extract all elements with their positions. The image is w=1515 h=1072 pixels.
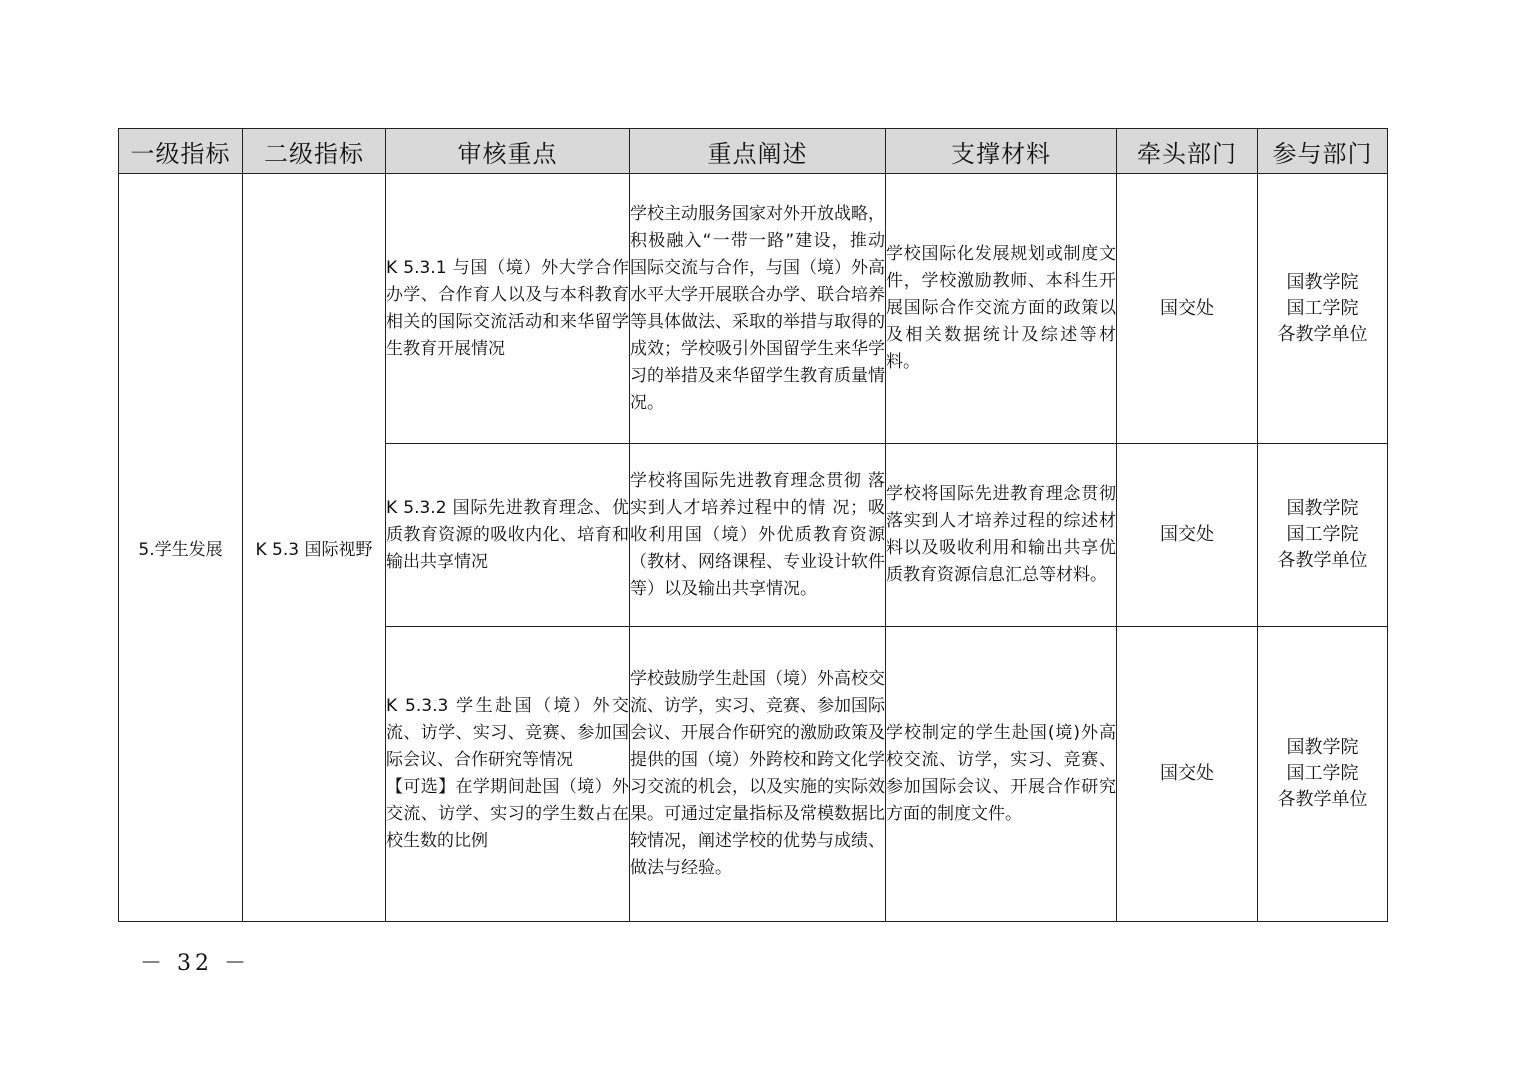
header-level2: 二级指标 — [243, 129, 386, 174]
table-row — [119, 174, 1388, 444]
focus-optional-text: 【可选】在学期间赴国（境）外交流、访学、实习的学生数占在校生数的比例 — [386, 777, 629, 851]
focus-text: K 5.3.3 学生赴国（境）外交流、访学、实习、竞赛、参加国际会议、合作研究等情况 — [386, 696, 629, 770]
focus-cell: K 5.3.2 国际先进教育理念、优质教育资源的吸收内化、培育和输出共享情况 — [386, 444, 630, 627]
header-focus: 审核重点 — [386, 129, 630, 174]
explain-cell: 学校主动服务国家对外开放战略，积极融入“一带一路”建设，推动国际交流与合作，与国（境）外高水平大学开展联合办学、联合培养等具体做法、采取的举措与取得的成效；学校吸引外国留学生来华学习的举措及来华留学生教育质量情况。 — [630, 174, 886, 444]
focus-cell: K 5.3.1 与国（境）外大学合作办学、合作育人以及与本科教育相关的国际交流活动和来华留学生教育开展情况 — [386, 174, 630, 444]
header-row — [119, 129, 1388, 174]
participant-item: 国工学院 — [1286, 763, 1359, 784]
materials-cell: 学校将国际先进教育理念贯彻落实到人才培养过程的综述材料以及吸收利用和输出共享优质教育资源信息汇总等材料。 — [886, 444, 1117, 627]
participants-cell — [1258, 627, 1388, 922]
participants-cell — [1258, 174, 1388, 444]
materials-cell: 学校制定的学生赴国(境)外高校交流、访学，实习、竞赛、参加国际会议、开展合作研究方面的制度文件。 — [886, 627, 1117, 922]
participant-item: 各教学单位 — [1277, 323, 1368, 345]
header-participants: 参与部门 — [1258, 129, 1388, 174]
indicator-table — [118, 128, 1388, 922]
participants-cell — [1258, 444, 1388, 627]
lead-cell: 国交处 — [1117, 444, 1258, 627]
header-materials: 支撑材料 — [886, 129, 1117, 174]
level1-cell: 5.学生发展 — [119, 174, 243, 922]
explain-cell: 学校将国际先进教育理念贯彻 落实到人才培养过程中的情 况；吸收利用国（境）外优质教育资源（教材、网络课程、专业设计软件等）以及输出共享情况。 — [630, 444, 886, 627]
materials-cell: 学校国际化发展规划或制度文件，学校激励教师、本科生开展国际合作交流方面的政策以及相关数据统计及综述等材料。 — [886, 174, 1117, 444]
page-number: － 32 － — [140, 951, 250, 976]
lead-cell: 国交处 — [1117, 174, 1258, 444]
header-level1: 一级指标 — [119, 129, 243, 174]
participant-item: 国教学院 — [1286, 498, 1359, 519]
participant-item: 各教学单位 — [1277, 550, 1368, 571]
explain-cell: 学校鼓励学生赴国（境）外高校交流、访学，实习、竞赛、参加国际会议、开展合作研究的激励政策及提供的国（境）外跨校和跨文化学习交流的机会，以及实施的实际效果。可通过定量指标及常模数据比较情况，阐述学校的优势与成绩、做法与经验。 — [630, 627, 886, 922]
header-lead: 牵头部门 — [1117, 129, 1258, 174]
focus-cell — [386, 627, 630, 922]
level2-cell: K 5.3 国际视野 — [243, 174, 386, 922]
participant-item: 国工学院 — [1286, 297, 1359, 319]
participant-item: 各教学单位 — [1277, 789, 1368, 810]
participant-item: 国教学院 — [1286, 271, 1359, 293]
participant-item: 国工学院 — [1286, 524, 1359, 545]
participant-item: 国教学院 — [1286, 737, 1359, 758]
header-explain: 重点阐述 — [630, 129, 886, 174]
lead-cell: 国交处 — [1117, 627, 1258, 922]
